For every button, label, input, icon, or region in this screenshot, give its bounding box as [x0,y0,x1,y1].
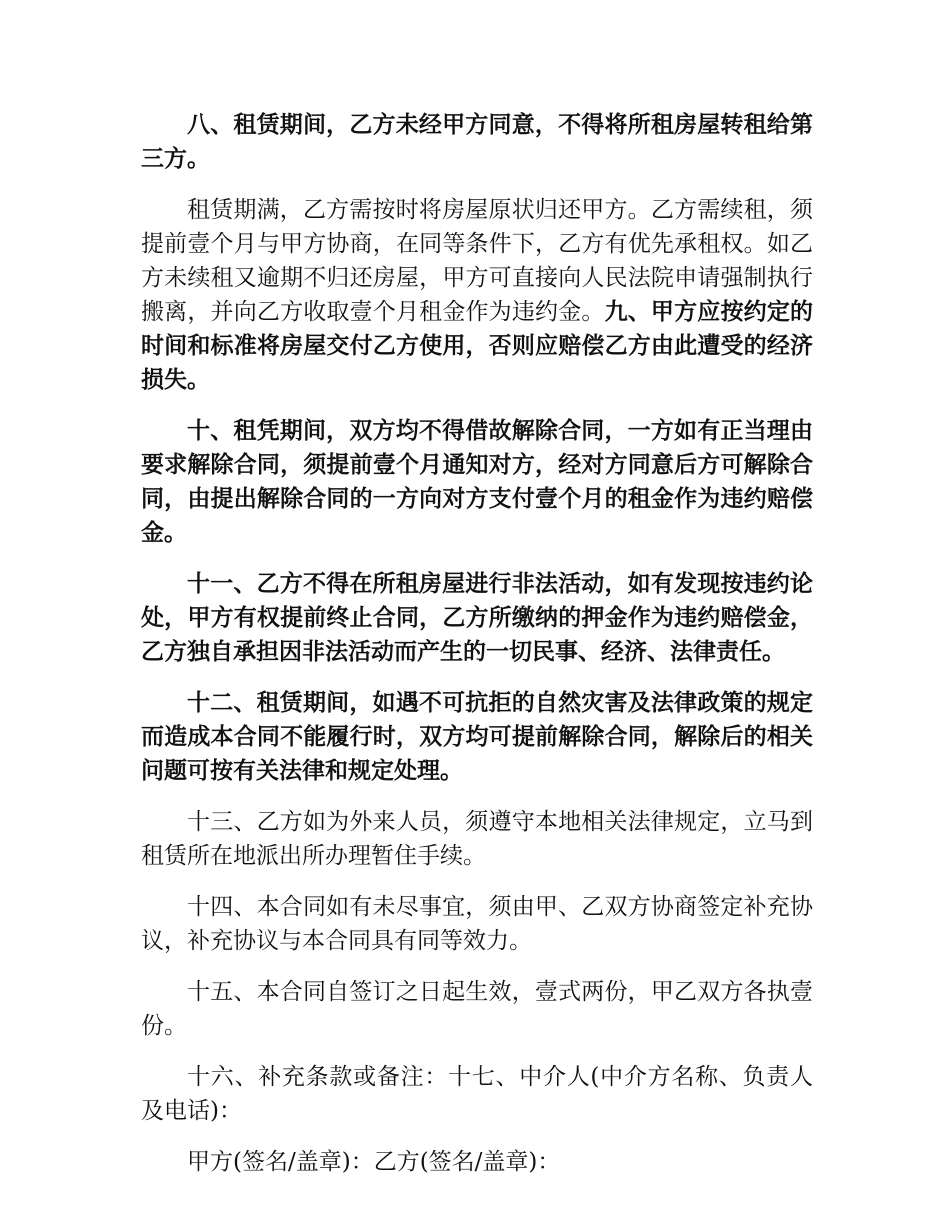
clause-10: 十、租凭期间，双方均不得借故解除合同，一方如有正当理由要求解除合同，须提前壹个月通知对方，经对方同意后方可解除合同，由提出解除合同的一方向对方支付壹个月的租金作为违约赔偿金。 [141,417,813,546]
clause-12: 十二、租赁期间，如遇不可抗拒的自然灾害及法律政策的规定而造成本合同不能履行时，双方均可提前解除合同，解除后的相关问题可按有关法律和规定处理。 [141,689,813,784]
clause-14: 十四、本合同如有未尽事宜，须由甲、乙双方协商签定补充协议，补充协议与本合同具有同等效力。 [141,894,813,954]
clause-13: 十三、乙方如为外来人员，须遵守本地相关法律规定，立马到租赁所在地派出所办理暂住手续。 [141,809,813,869]
clause-lease-expiry-text: 租赁期满，乙方需按时将房屋原状归还甲方。乙方需续租，须提前壹个月与甲方协商，在同等条件下，乙方有优先承租权。如乙方未续租又逾期不归还房屋，甲方可直接向人民法院申请强制执行搬离，并向乙方收取壹个月租金作为违约金。 [141,197,813,325]
clause-16-17: 十六、补充条款或备注：十七、中介人(中介方名称、负责人及电话)： [141,1064,813,1124]
clause-11: 十一、乙方不得在所租房屋进行非法活动，如有发现按违约论处，甲方有权提前终止合同，乙方所缴纳的押金作为违约赔偿金，乙方独自承担因非法活动而产生的一切民事、经济、法律责任。 [141,570,813,665]
clause-9: 九、甲方应按约定的时间和标准将房屋交付乙方使用，否则应赔偿乙方由此遭受的经济损失。 [141,298,814,393]
contract-page [141,108,813,1196]
clause-8: 八、租赁期间，乙方未经甲方同意，不得将所租房屋转租给第三方。 [141,111,813,172]
signature-line: 甲方(签名/盖章)：乙方(签名/盖章)： [187,1149,561,1175]
clause-15: 十五、本合同自签订之日起生效，壹式两份，甲乙双方各执壹份。 [141,979,813,1039]
clause-8-continuation [141,193,813,397]
